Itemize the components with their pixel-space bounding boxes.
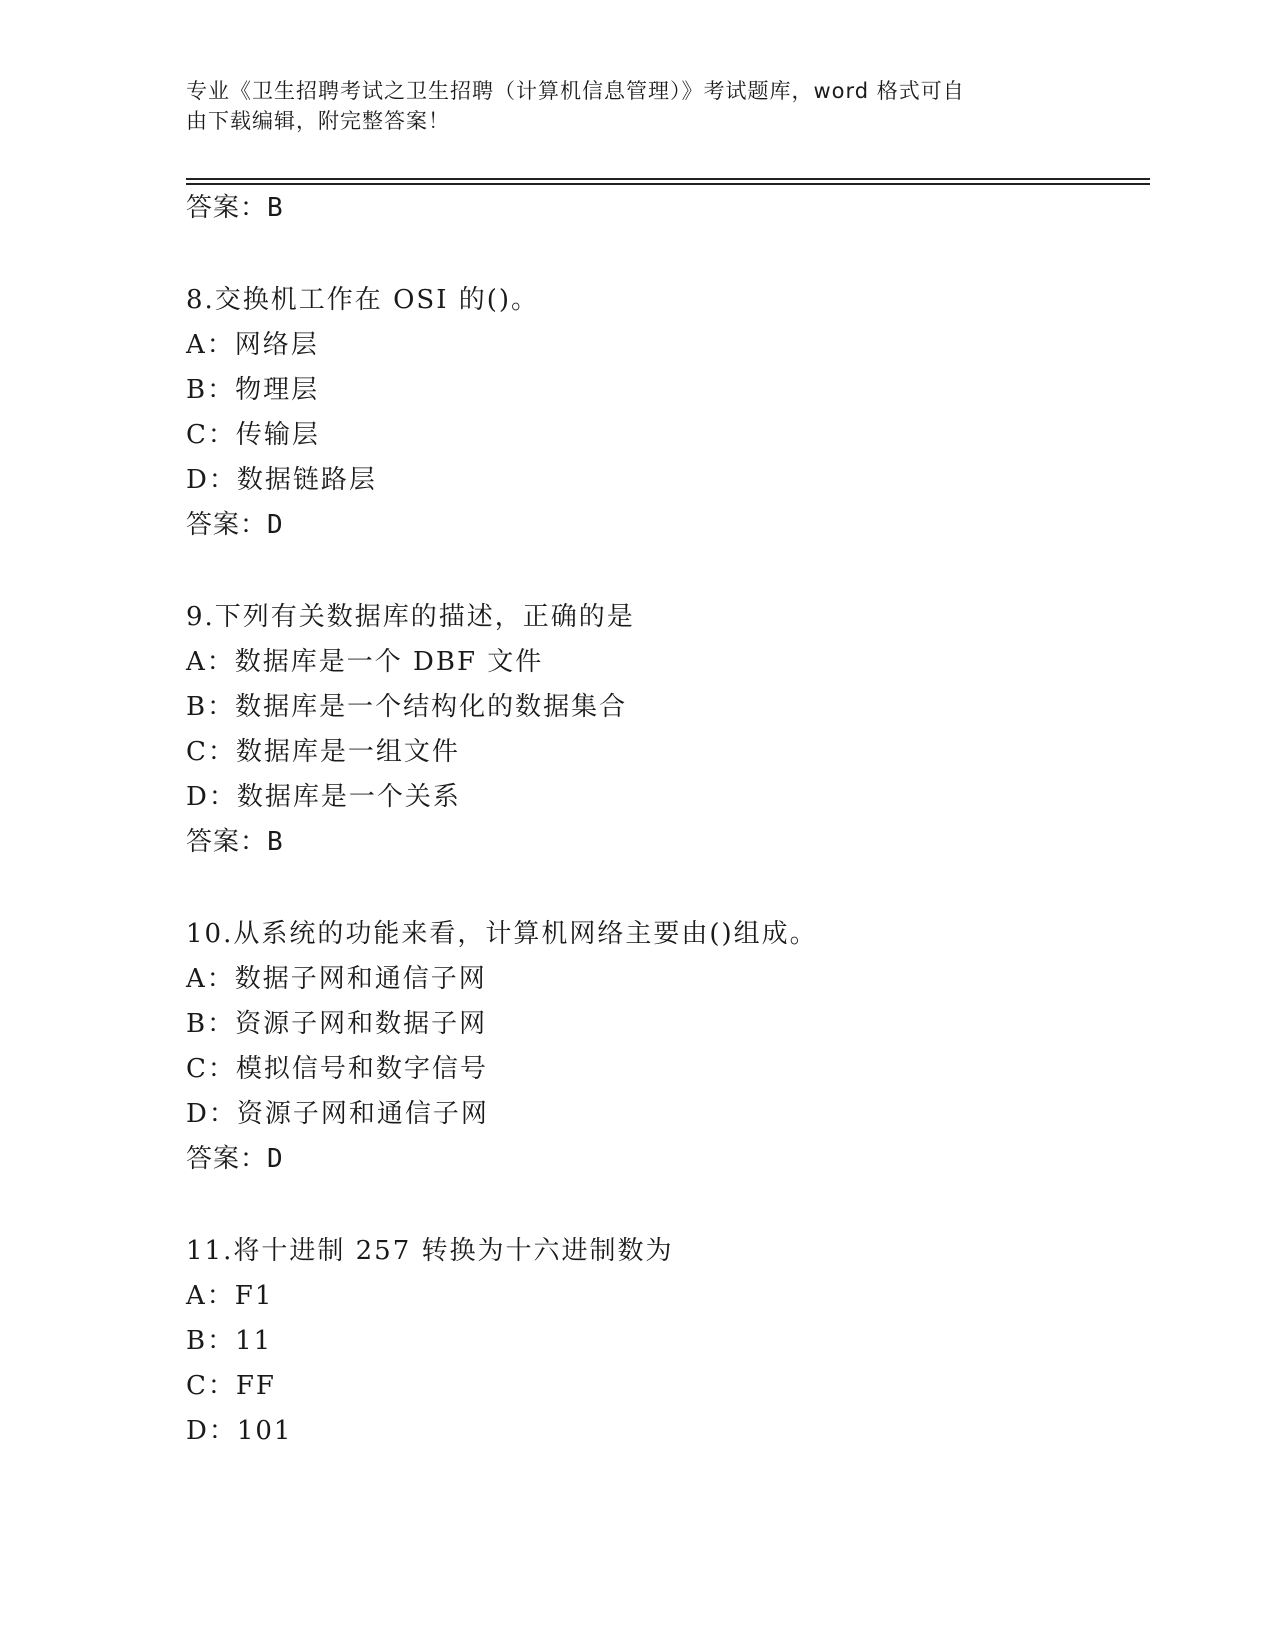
answer-label: 答案：	[186, 827, 268, 857]
option-a: A：F1	[186, 1281, 274, 1311]
answer-label: 答案：	[186, 193, 268, 223]
option-b: B：11	[186, 1326, 273, 1356]
header-divider-bottom	[186, 183, 1150, 185]
answer	[186, 503, 1136, 548]
question-list	[186, 186, 1136, 1454]
answer-value: D	[267, 1144, 284, 1174]
option-c: C：数据库是一组文件	[186, 737, 460, 767]
header-line-1: 专业《卫生招聘考试之卫生招聘（计算机信息管理）》考试题库，word 格式可自	[186, 79, 965, 103]
answer-label: 答案：	[186, 510, 268, 540]
question-stem: 10.从系统的功能来看，计算机网络主要由()组成。	[186, 919, 818, 949]
option-c: C：传输层	[186, 420, 320, 450]
option-a: A：网络层	[186, 330, 319, 360]
question-8	[186, 278, 1136, 548]
answer-value: B	[267, 193, 284, 223]
option-b: B：物理层	[186, 375, 320, 405]
option-a: A：数据子网和通信子网	[186, 964, 487, 994]
question-11	[186, 1229, 1136, 1454]
answer-value: B	[267, 827, 284, 857]
option-d: D：数据库是一个关系	[186, 782, 461, 812]
answer-label: 答案：	[186, 1144, 268, 1174]
question-stem: 9.下列有关数据库的描述，正确的是	[186, 602, 635, 632]
option-b: B：数据库是一个结构化的数据集合	[186, 692, 628, 722]
question-10	[186, 912, 1136, 1182]
question-9	[186, 595, 1136, 865]
option-c: C：FF	[186, 1371, 276, 1401]
answer	[186, 820, 1136, 865]
option-a: A：数据库是一个 DBF 文件	[186, 647, 544, 677]
previous-answer	[186, 186, 1136, 231]
option-d: D：101	[186, 1416, 293, 1446]
option-d: D：资源子网和通信子网	[186, 1099, 489, 1129]
answer-value: D	[267, 510, 284, 540]
question-stem: 8.交换机工作在 OSI 的()。	[186, 285, 540, 315]
answer	[186, 1137, 1136, 1182]
header-divider-top	[186, 178, 1150, 180]
option-b: B：资源子网和数据子网	[186, 1009, 488, 1039]
option-c: C：模拟信号和数字信号	[186, 1054, 488, 1084]
document-header	[186, 76, 1066, 136]
question-stem: 11.将十进制 257 转换为十六进制数为	[186, 1236, 674, 1266]
header-line-2: 由下载编辑，附完整答案！	[186, 109, 450, 133]
option-d: D：数据链路层	[186, 465, 377, 495]
